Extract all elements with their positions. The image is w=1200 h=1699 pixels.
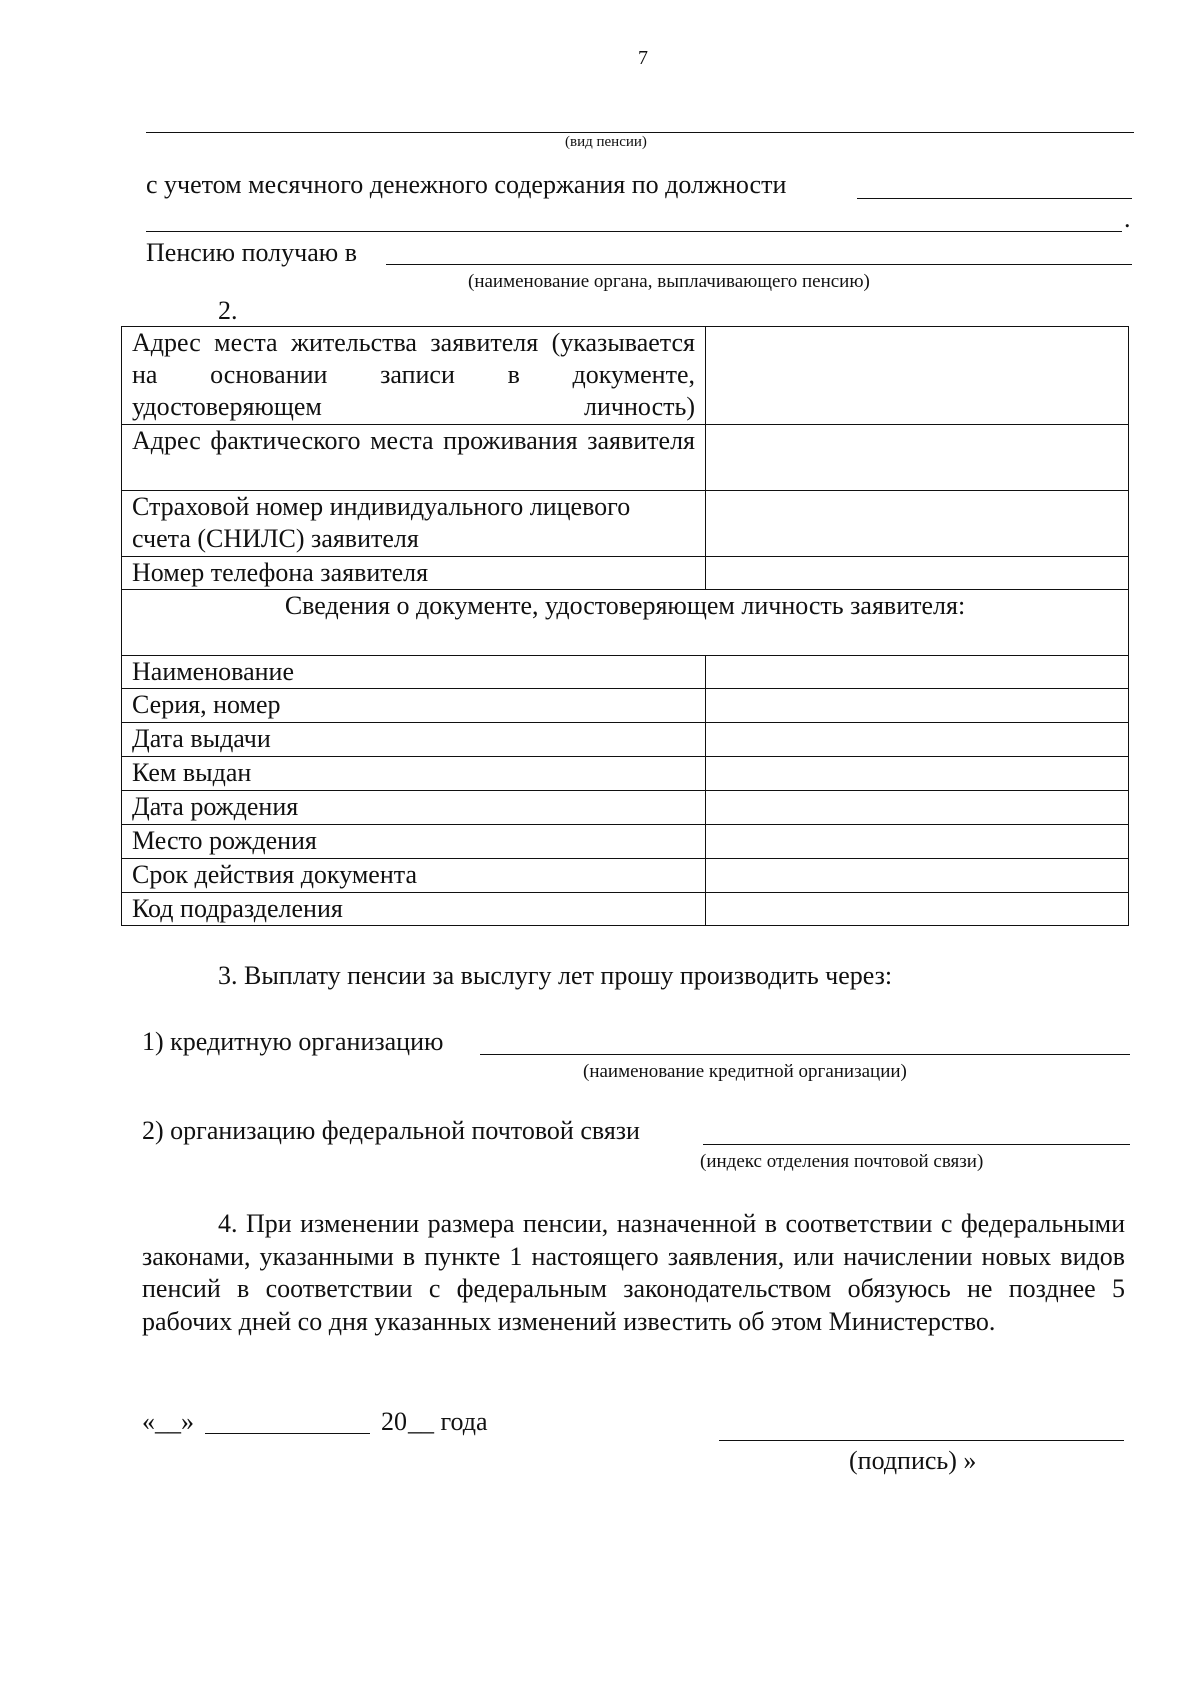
doc-validity-label: Срок действия документа <box>122 859 706 893</box>
table-row <box>122 689 1129 723</box>
postal-index-field[interactable] <box>703 1144 1130 1145</box>
doc-series-label: Серия, номер <box>122 689 706 723</box>
address-registration-value[interactable] <box>706 327 1129 425</box>
birth-place-label: Место рождения <box>122 825 706 859</box>
pension-body-field[interactable] <box>386 264 1132 265</box>
doc-issue-date-value[interactable] <box>706 723 1129 757</box>
receive-pension-label: Пенсию получаю в <box>146 238 357 267</box>
end-dot: . <box>1124 204 1131 233</box>
doc-issuer-label: Кем выдан <box>122 757 706 791</box>
table-row <box>122 791 1129 825</box>
signature-caption: (подпись) » <box>849 1446 977 1475</box>
credit-org-label: 1) кредитную организацию <box>142 1027 444 1056</box>
subdivision-code-label: Код подразделения <box>122 893 706 926</box>
section-3-title: 3. Выплату пенсии за выслугу лет прошу производить через: <box>218 961 893 990</box>
doc-issue-date-label: Дата выдачи <box>122 723 706 757</box>
table-row <box>122 825 1129 859</box>
table-row <box>122 723 1129 757</box>
birth-place-value[interactable] <box>706 825 1129 859</box>
page-number: 7 <box>638 47 648 69</box>
table-row <box>122 491 1129 557</box>
salary-field-continued[interactable] <box>146 231 1122 232</box>
address-actual-value[interactable] <box>706 425 1129 491</box>
phone-value[interactable] <box>706 557 1129 590</box>
phone-label: Номер телефона заявителя <box>122 557 706 590</box>
snils-label: Страховой номер индивидуального лицевого счета (СНИЛС) заявителя <box>122 491 706 557</box>
table-row <box>122 590 1129 656</box>
date-day: «__» <box>142 1407 194 1436</box>
pension-type-line[interactable] <box>146 132 1134 133</box>
table-row <box>122 425 1129 491</box>
table-row <box>122 757 1129 791</box>
table-row <box>122 557 1129 590</box>
pension-body-caption: (наименование органа, выплачивающего пенсию) <box>468 271 870 292</box>
doc-name-value[interactable] <box>706 656 1129 689</box>
date-month-field[interactable] <box>205 1433 370 1434</box>
pension-type-caption: (вид пенсии) <box>565 134 647 150</box>
doc-series-value[interactable] <box>706 689 1129 723</box>
doc-validity-value[interactable] <box>706 859 1129 893</box>
credit-org-caption: (наименование кредитной организации) <box>583 1061 907 1082</box>
signature-field[interactable] <box>719 1440 1124 1441</box>
postal-index-caption: (индекс отделения почтовой связи) <box>700 1151 984 1172</box>
table-row <box>122 327 1129 425</box>
applicant-info-table <box>121 326 1129 926</box>
address-actual-label: Адрес фактического места проживания заявителя <box>122 425 706 491</box>
section-2-number: 2. <box>218 296 238 325</box>
table-row <box>122 656 1129 689</box>
document-info-header: Сведения о документе, удостоверяющем личность заявителя: <box>122 590 1129 656</box>
salary-field[interactable] <box>857 198 1132 199</box>
address-registration-label: Адрес места жительства заявителя (указывается на основании записи в документе, удостоверяющем личность) <box>122 327 706 425</box>
table-row <box>122 893 1129 926</box>
subdivision-code-value[interactable] <box>706 893 1129 926</box>
credit-org-field[interactable] <box>480 1054 1130 1055</box>
snils-value[interactable] <box>706 491 1129 557</box>
birth-date-label: Дата рождения <box>122 791 706 825</box>
doc-name-label: Наименование <box>122 656 706 689</box>
postal-org-label: 2) организацию федеральной почтовой связи <box>142 1116 640 1145</box>
birth-date-value[interactable] <box>706 791 1129 825</box>
salary-label: с учетом месячного денежного содержания по должности <box>146 170 787 199</box>
doc-issuer-value[interactable] <box>706 757 1129 791</box>
date-year-prefix: 20 <box>381 1407 407 1436</box>
table-row <box>122 859 1129 893</box>
section-4-paragraph <box>142 1208 1125 1338</box>
date-year-suffix: __ года <box>408 1407 488 1436</box>
section-4-text: 4. При изменении размера пенсии, назначенной в соответствии с федеральными законами, указанными в пункте 1 настоящего заявления, или начислении новых видов пенсий в соответствии с федеральным законодательством обязуюсь не позднее 5 рабочих дней со дня указанных изменений известить об этом Министерство. <box>142 1209 1125 1336</box>
